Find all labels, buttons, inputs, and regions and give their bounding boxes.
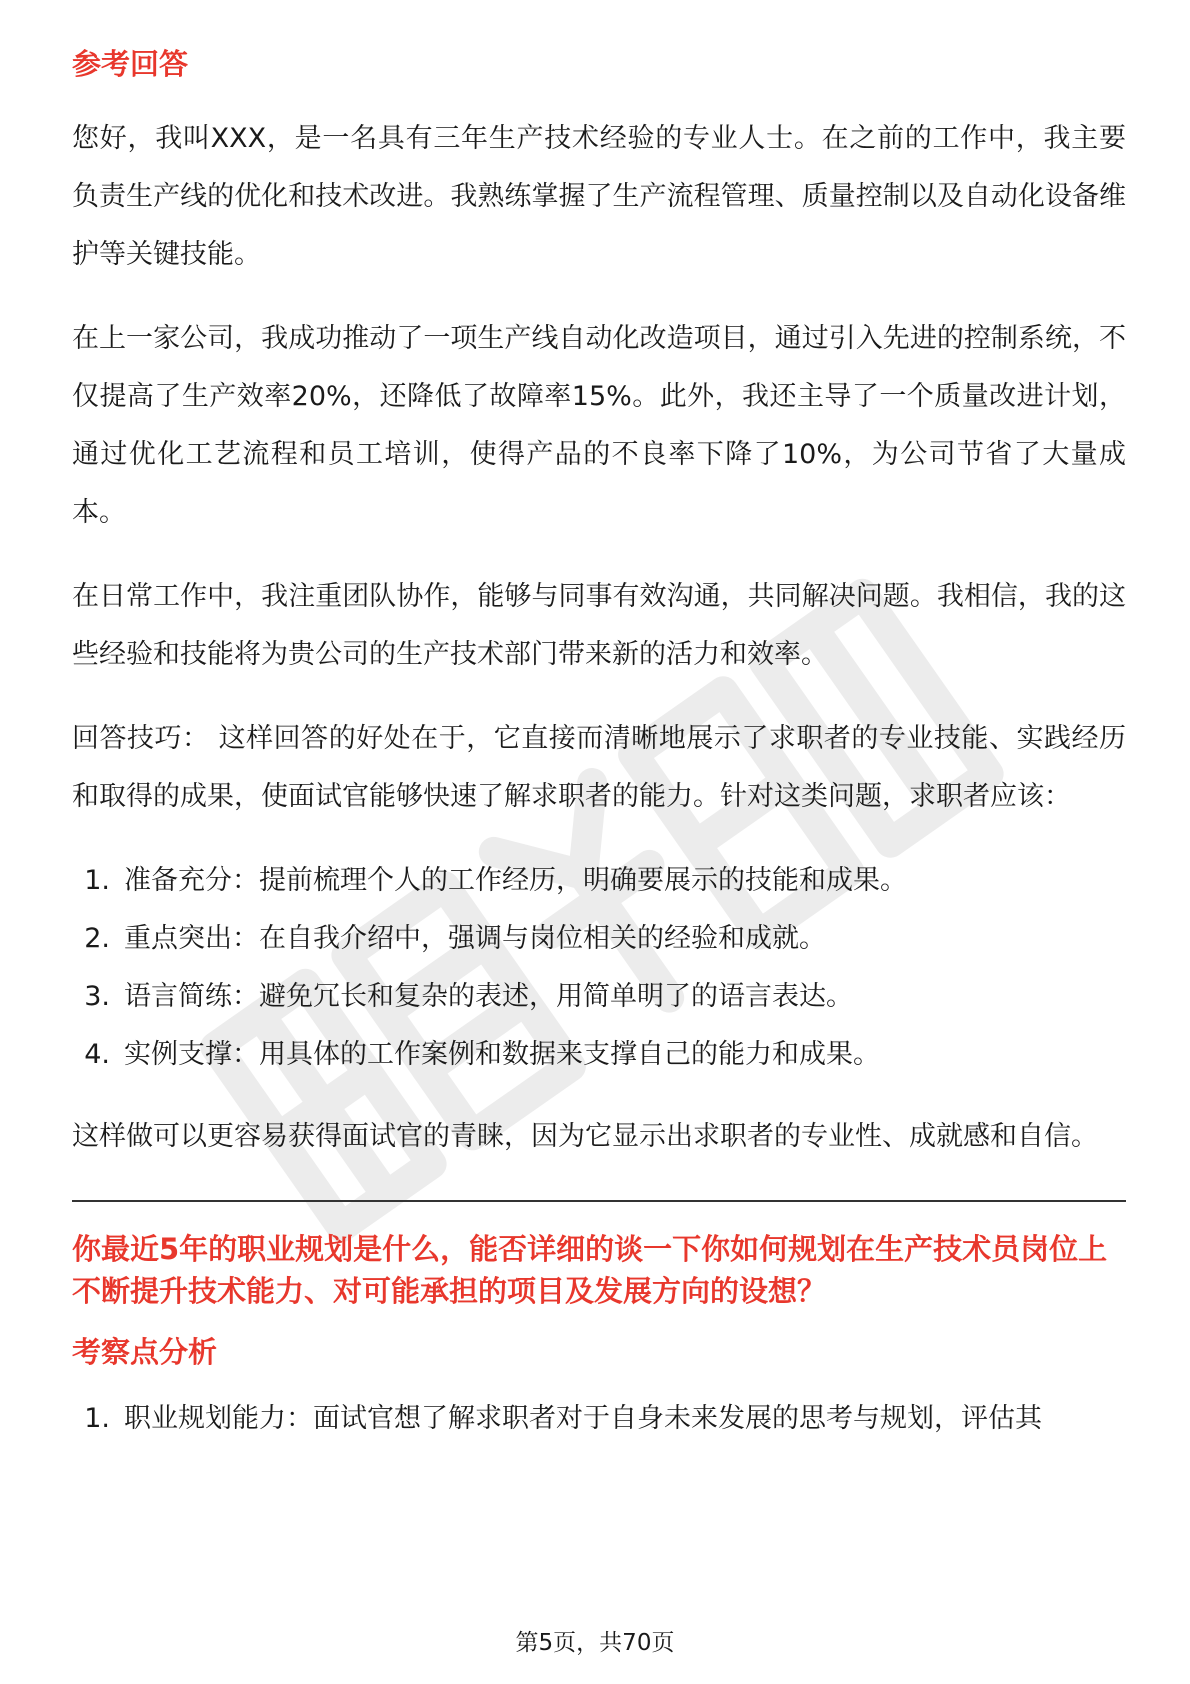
- tips-intro: 回答技巧： 这样回答的好处在于，它直接而清晰地展示了求职者的专业技能、实践经历和取得的成果，使面试官能够快速了解求职者的能力。针对这类问题，求职者应该：: [72, 723, 1126, 812]
- analysis-list: [72, 1390, 1126, 1448]
- list-item: [72, 968, 1126, 1026]
- list-item-number: 2.: [84, 923, 110, 954]
- list-item-text: 语言简练：避免冗长和复杂的表述，用简单明了的语言表达。: [124, 981, 853, 1012]
- list-item-number: 1.: [84, 865, 110, 896]
- section-divider: [72, 1200, 1126, 1202]
- list-item-text: 职业规划能力：面试官想了解求职者对于自身未来发展的思考与规划，评估其: [124, 1403, 1042, 1434]
- list-item: [72, 910, 1126, 968]
- answer-paragraph-2: 在上一家公司，我成功推动了一项生产线自动化改造项目，通过引入先进的控制系统，不仅提高了生产效率20%，还降低了故障率15%。此外，我还主导了一个质量改进计划，通过优化工艺流程和员工培训，使得产品的不良率下降了10%，为公司节省了大量成本。: [72, 323, 1126, 528]
- list-item-text: 重点突出：在自我介绍中，强调与岗位相关的经验和成就。: [124, 923, 826, 954]
- tips-closing: 这样做可以更容易获得面试官的青睐，因为它显示出求职者的专业性、成就感和自信。: [72, 1121, 1098, 1152]
- page-footer: 第5页，共70页: [515, 1630, 675, 1656]
- list-item-number: 3.: [84, 981, 110, 1012]
- list-item: [72, 1390, 1126, 1448]
- answer-paragraph-3: 在日常工作中，我注重团队协作，能够与同事有效沟通，共同解决问题。我相信，我的这些经验和技能将为贵公司的生产技术部门带来新的活力和效率。: [72, 581, 1126, 670]
- list-item: [72, 1026, 1126, 1084]
- answer-paragraph-1: 您好，我叫XXX，是一名具有三年生产技术经验的专业人士。在之前的工作中，我主要负责生产线的优化和技术改进。我熟练掌握了生产流程管理、质量控制以及自动化设备维护等关键技能。: [72, 123, 1126, 270]
- list-item-text: 实例支撑：用具体的工作案例和数据来支撑自己的能力和成果。: [124, 1039, 880, 1070]
- next-question-heading: 你最近5年的职业规划是什么，能否详细的谈一下你如何规划在生产技术员岗位上不断提升技术能力、对可能承担的项目及发展方向的设想？: [72, 1232, 1108, 1308]
- list-item-number: 4.: [84, 1039, 110, 1070]
- tips-list: [72, 852, 1126, 1084]
- list-item-text: 准备充分：提前梳理个人的工作经历，明确要展示的技能和成果。: [124, 865, 907, 896]
- analysis-heading: 考察点分析: [72, 1335, 218, 1369]
- list-item: [72, 852, 1126, 910]
- reference-answer-heading: 参考回答: [72, 47, 189, 81]
- page-content: [72, 44, 1126, 1472]
- list-item-number: 1.: [84, 1403, 110, 1434]
